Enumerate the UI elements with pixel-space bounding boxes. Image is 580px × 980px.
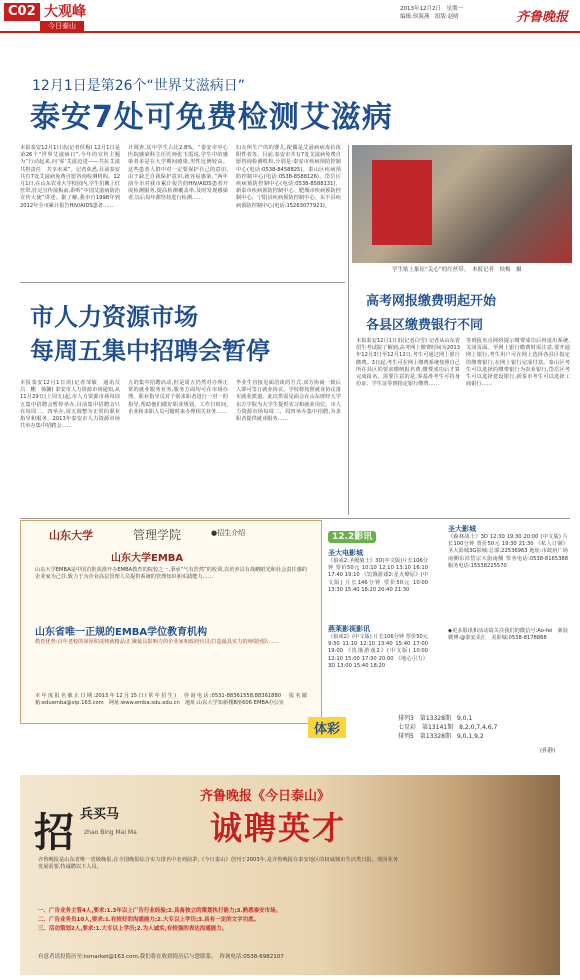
article1-col3: 妇女所生产的的婴儿,配偶是艾滋病病毒抗体阳性者等。目前,泰安市共有7处艾滋病免费自愿咨询检测机构,分别是:泰安市疾病预防控制中心(电话:0538-8458825)、泰山区疾病预防控制中心(电话:0538-8588126)、岱岳区疾病预防控制中心(电话:0538-8588131)、新泰市疾病预防控制中心、肥城市疾病预防控制中心、宁阳县疾病预防控制中心、东平县疾病预防控制中心(电话:15263077921)。 [236,145,341,209]
article2-col1: 本报泰安12月1日讯(记者邹敏 通讯员 吕 鹏 韩馨) 泰安市人力资源市场通知,从11月29日(上周五)起,市人力资源市场每周五集中招聘会暂停举办,目前集中招聘会只在每周二、四举办,周五调整为正常的职业指导和服务。2013年泰安市人力资源市场共举办集中招聘会…… [20,380,126,430]
sdu-ad-list: 教育优势:百年老校的深厚积淀铸就精品;汇聚最具影响力的企业家和政府官员;打造最具实力的师资团队…… [35,639,279,645]
page-code: C02 [4,3,40,21]
recruit-contact: 有意者请投简历至:tsmarket@163.com,我们将在收到简历后与您联系。 咨询电话:0538-6982107 [38,954,284,960]
photo-red-board [372,160,432,245]
cinema-listing-2: 《狼戒2》(中文版) 片长106分钟 票价50元 9:30 11:10 12:10 13:40 15:40 17:00 19:00 《饥饿游戏2》(中文版) 10:00 12:10 15:00 17:30 20:00 《地心引力》3D 13:00 15:40 18:20 [328,634,428,669]
recruit-title-line1: 齐鲁晚报《今日泰山》 [200,789,331,804]
job-item: 一、广告业务主管4人,要求:1.3年以上广告行业经验;2.具备独立的策划执行能力;3.熟悉泰安市场。 [38,908,282,914]
cinema-listing-1: 《狼戒2:圣殿骑士》3D(中文版)片长106分钟 票价50元 10:10 12:10 13:10 16:10 17:40 19:10 《饥饿游戏2:星火燎原》(中文版) 片长146分钟 票价50元 10:00 13:30 15:40 18:20 20:40 21:30 [328,558,428,593]
sdu-ad-highlight: 山东省唯一正规的EMBA学位教育机构 [35,627,208,638]
recruit-big-char: 招 [34,809,74,856]
lottery-row: 排列5 第13328期 9,0,1,9,2 [398,733,484,740]
subsection-tag: 今日泰山 [40,21,84,31]
article3-headline-line1: 高考网报缴费明起开始 [366,294,497,309]
article3-col1: 本报泰安12月1日讯(记者白雪) 记者从山东省招生考试院了解到,高考网上缴费时间为2013年12月3日至12月12日,考生可通过网上银行缴费。3日起,考生可在网上缴费系统按照自己所在县区的要求缴纳报名费,缴费成功后才算完成报名。需要注意的是,零基准考生可持身份证、学生证等到指定银行缴费…… [356,338,460,388]
article2-col2: 五的集中招聘活动,但是周五仍然对办理正常的就业服务业务,服务方面均可在市场办理。职业指导员对个别求职者进行一对一的指导,帮助他们做好职业规划。工作日时间,企业和求职人员可随时来办理相关业务…… [128,380,228,415]
recruit-intro: 齐鲁晚报是山东省唯一省级晚报,在全国晚报综合实力排名中名列前茅;《今日泰山》创刊于2003年,是齐鲁晚报在泰安地区的权威城市生活类日报。现因业务发展需要,特诚聘以下人员。 [38,857,398,871]
newspaper-logo: 齐鲁晚报 [516,10,569,25]
sdu-ad-title: 山东大学EMBA [111,553,184,564]
photo-caption: 学生贴上象征“关心”的红丝带。 本报记者 侯梅 摄 [392,267,522,273]
job-item: 三、活动策划2人,要求:1.大专以上学历;2.为人诚实,有较强的表达沟通能力。 [38,926,228,932]
article2-col3: 毕业生直接见面洽谈的方式,双方协商一致后人即可签订就业协议。学校将按照就业协议落实就业派遣。此次供需见面会在山东财经大学东方学院为大学生提供实习和就业岗位。市人力资源市场每周二、周四举办集中招聘,为求职者提供就业服务…… [236,380,341,423]
sdu-emba-ad [20,520,322,724]
sdu-college: 管理学院 [133,528,182,542]
column-divider [348,145,349,515]
movies-badge [328,524,376,543]
article1-col2: 计调查,其中学生占比2.8%。“泰安市中心医院感染科主任医师张玉霞说,学生中的感染者多是在大学期间感染,男性比例较高。这些患者人群中对一定要保护自己的意识,由于缺乏自我保护意识,就容易感染。”两年前全市对我市累计报告的HIV/AIDS患者开展检测服务,提高检测覆盖率,及时发现感染者,以后每年都坚持进行检测…… [128,145,228,202]
sdu-logo-text: 山东大学 [49,529,93,542]
article1-col1: 本报泰安12月1日讯(记者侯梅) 12月1日是第26个“世界艾滋病日”,今年的宣传主题为“行动起来,向‘零’艾滋迈进——共抗艾滋 共担责任 共享未来”。记者获悉,目前泰安共有7处艾滋病免费自愿咨询检测机构。12月1日,在山东农业大学校园内,学生们戴上红丝带,驻足宣传展板前,聆听“中国艾滋病防治宣传大使”讲述。据了解,我市自1998年到2012年全市累计报告HIV/AIDS患者…… [20,145,126,209]
cinema-name-1: 圣大电影城 [328,549,363,557]
header-date: 2013年12月2日 星期一 [400,6,463,12]
sdu-tag: ●招生介绍 [211,529,246,537]
section-title: 大观峰 [44,4,86,20]
article2-headline-line2: 每周五集中招聘会暂停 [30,337,270,365]
cinema-listing-3: 《森林战士》3D 12:30 19:30 20:00 (中文版) 片长100分钟 票价50元 19:30 21:30 《私人订制》 圣大影城3G影城:总部:22536963 地址:市政府广场南侧东沿岱宗大街南侧 票务电话:0538-8165388 服务电话:15538225570 [448,534,568,569]
recruitment-ad [20,775,560,975]
article1-kicker: 12月1日是第26个“世界艾滋病日” [32,78,246,94]
page-header [0,0,580,32]
sdu-ad-description: 山东大学EMBA是中国首批获准开办EMBA教育的院校之一,秉承“气有浩然”的校训,以培养具有战略眼光和社会责任感的企业家为己任,致力于为企业高层管理人员提供系统的管理知识和实践能力…… [35,567,307,581]
divider [20,518,570,519]
recruit-pinyin: zhao Bing Mai Ma [84,829,137,836]
recruit-small-chars: 兵买马 [80,807,120,822]
article1-headline: 泰安7处可免费检测艾滋病 [30,100,393,135]
sdu-ad-footer: 本年度报名截止日期:2013年12月15日(常年招生) 咨询电话:0531-88361558,88361880 报名邮箱:eduemba@vip.163.com 网址:www.emba.sdu.edu.cn 地址:山东大学知新楼B座606 EMBA办公室 [35,693,307,707]
lottery-author: (孙静) [540,748,556,754]
header-info [400,5,510,21]
divider [20,282,345,283]
cinema-name-2: 燕莱影视影讯 [328,625,370,633]
lottery-results [398,714,563,741]
header-rule [0,31,580,33]
recruit-jobs [38,907,368,934]
article3-col2: 等到报名点网络提示缴费成功后再退出系统,关闭页面。至网上银行缴费时需注意,要开通网上银行,考生用户可在网上选择各县区指定的缴费银行,在网上银行完成付款。泰山区考生可以选择的缴费银行为农业银行,岱岳区考生可以选择建设银行,新泰市考生可以选择工商银行…… [466,338,570,388]
lottery-row: 七星彩 第13141期 8,2,0,7,4,6,7 [398,724,498,731]
lottery-title: 体彩 [308,717,346,738]
recruit-title-line2: 诚聘英才 [210,809,347,847]
movies-notice: ◆更多影讯和活动请关注我们的微信号:Ao-fei 新浪微博:@泰安美汇 美影城:0538-8178868 [448,628,568,642]
header-editor: 编辑:侯海燕 组版:赵晴 [400,14,459,20]
lottery-row: 排列3 第13328期 9,0,1 [398,715,473,722]
article2-headline [30,300,270,368]
cinema-name-3: 圣大影城 [448,525,476,533]
article2-headline-line1: 市人力资源市场 [30,303,198,331]
movies-badge-label: 12.2影讯 [328,531,376,543]
job-item: 二、广告业务员10人,要求:1.有较好的沟通能力;2.大专以上学历;3.具有一定的文字功底。 [38,917,260,923]
article3-headline-line2: 各县区缴费银行不同 [366,318,484,333]
